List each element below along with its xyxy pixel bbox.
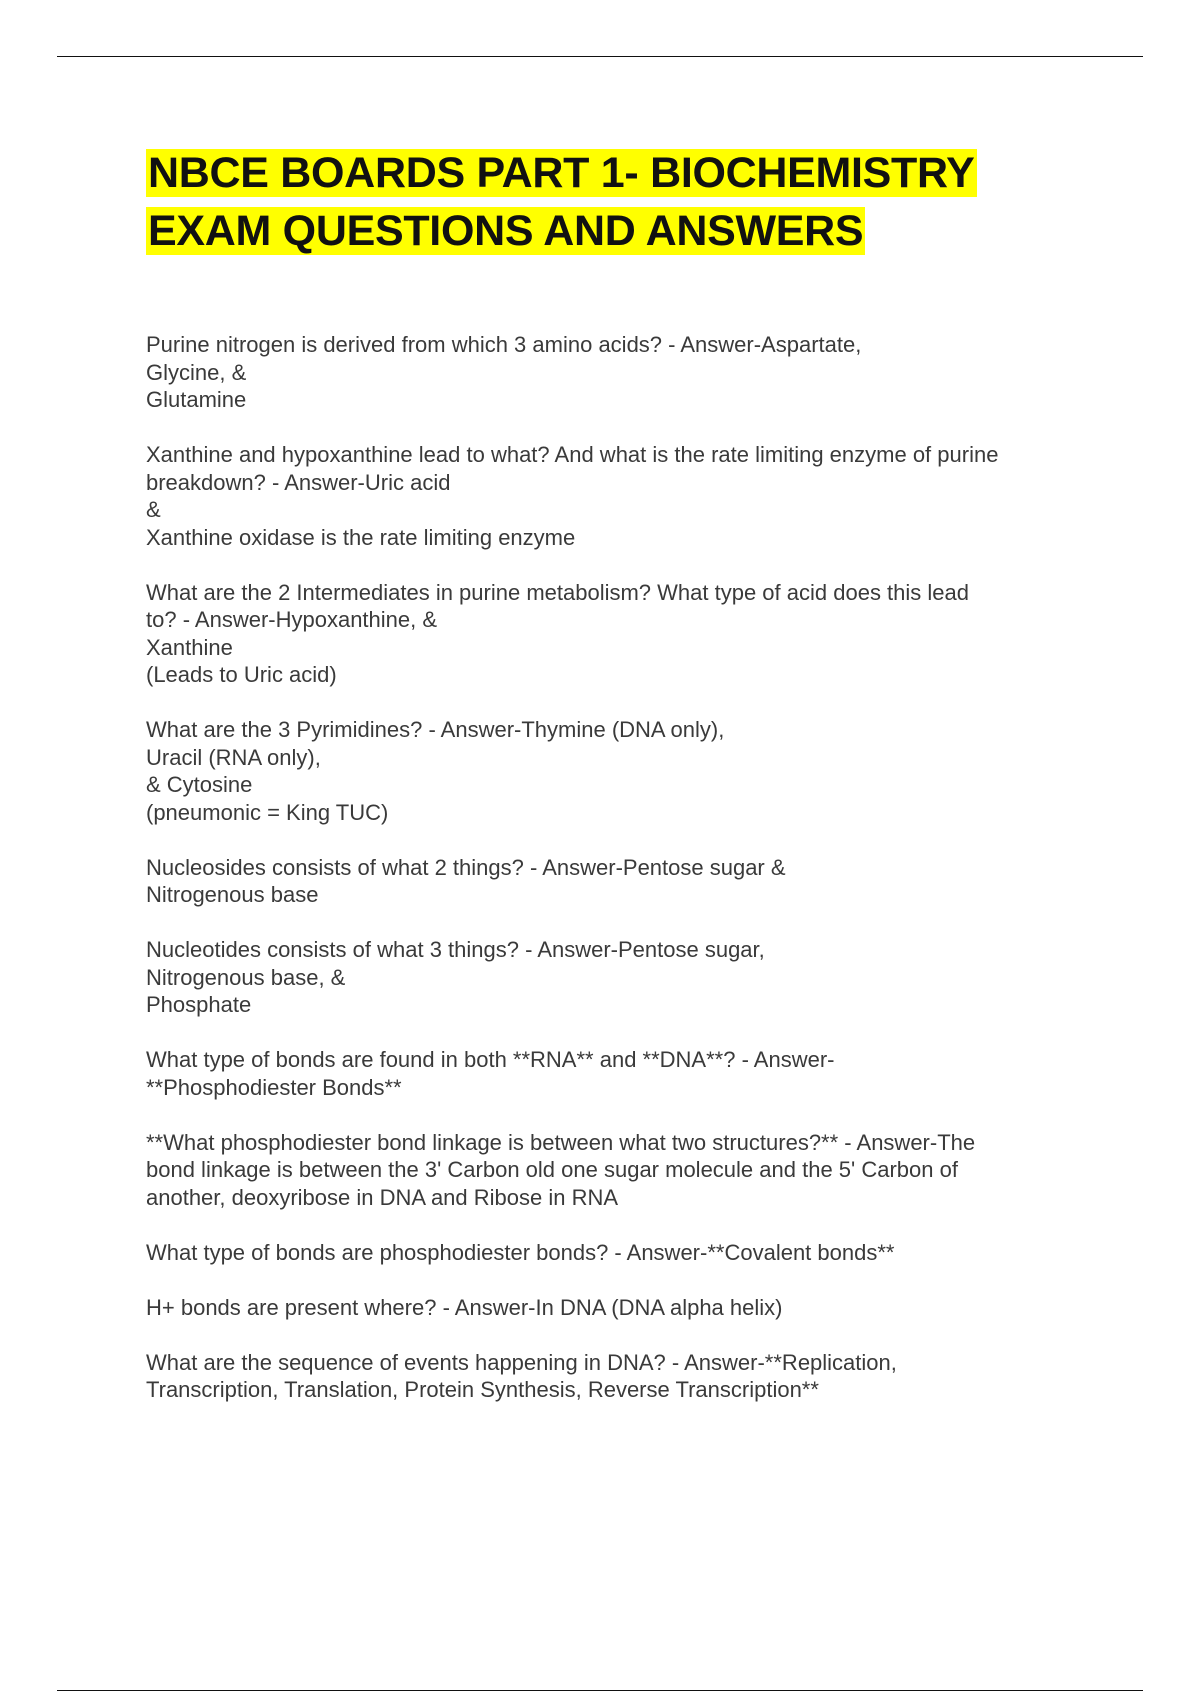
qa-item (146, 1294, 1096, 1322)
qa-line: Glutamine (146, 387, 247, 412)
qa-line: What are the 2 Intermediates in purine metabolism? What type of acid does this lead (146, 579, 969, 605)
qa-line: Glycine, & (146, 359, 247, 385)
qa-line: Xanthine oxidase is the rate limiting enzyme (146, 524, 576, 550)
qa-line: Nucleosides consists of what 2 things? - Answer-Pentose sugar & (146, 854, 786, 880)
qa-line: (Leads to Uric acid) (146, 662, 337, 687)
title-line-1: NBCE BOARDS PART 1- BIOCHEMISTRY (148, 149, 975, 197)
qa-line: Nitrogenous base, & (146, 964, 346, 990)
qa-line: to? - Answer-Hypoxanthine, & (146, 607, 438, 632)
document-title (146, 144, 1096, 260)
qa-item (146, 716, 1096, 826)
title-line-2: EXAM QUESTIONS AND ANSWERS (148, 207, 864, 255)
qa-line: bond linkage is between the 3' Carbon old one sugar molecule and the 5' Carbon of (146, 1157, 958, 1182)
qa-line: What are the 3 Pyrimidines? - Answer-Thymine (DNA only), (146, 717, 725, 742)
qa-item (146, 1239, 1096, 1267)
qa-line: & (146, 497, 161, 522)
qa-line: Nucleotides consists of what 3 things? - Answer-Pentose sugar, (146, 937, 765, 962)
qa-item (146, 1129, 1096, 1212)
qa-item (146, 331, 1096, 414)
qa-item (146, 1349, 1096, 1404)
qa-line: **Phosphodiester Bonds** (146, 1074, 402, 1100)
qa-line: What type of bonds are phosphodiester bonds? - Answer-**Covalent bonds** (146, 1239, 895, 1265)
qa-item (146, 441, 1096, 551)
document-body (146, 144, 1096, 1431)
qa-line: Xanthine and hypoxanthine lead to what? And what is the rate limiting enzyme of purine (146, 442, 999, 467)
qa-line: Nitrogenous base (146, 882, 319, 907)
qa-line: **What phosphodiester bond linkage is between what two structures?** - Answer-The (146, 1129, 976, 1155)
top-rule (57, 56, 1143, 57)
qa-line: Xanthine (146, 634, 233, 660)
qa-line: breakdown? - Answer-Uric acid (146, 469, 451, 495)
qa-line: (pneumonic = King TUC) (146, 799, 389, 825)
qa-item (146, 854, 1096, 909)
qa-line: Uracil (RNA only), (146, 744, 321, 770)
qa-line: What are the sequence of events happening in DNA? - Answer-**Replication, (146, 1349, 897, 1375)
qa-item (146, 1046, 1096, 1101)
qa-line: Transcription, Translation, Protein Synthesis, Reverse Transcription** (146, 1377, 819, 1402)
qa-list (146, 331, 1096, 1404)
qa-line: & Cytosine (146, 772, 253, 797)
qa-line: What type of bonds are found in both **RNA** and **DNA**? - Answer- (146, 1047, 835, 1072)
qa-item (146, 579, 1096, 689)
qa-item (146, 936, 1096, 1019)
qa-line: Purine nitrogen is derived from which 3 amino acids? - Answer-Aspartate, (146, 332, 862, 357)
qa-line: Phosphate (146, 992, 252, 1017)
qa-line: another, deoxyribose in DNA and Ribose in RNA (146, 1184, 619, 1210)
qa-line: H+ bonds are present where? - Answer-In DNA (DNA alpha helix) (146, 1294, 783, 1320)
bottom-rule (57, 1690, 1143, 1691)
